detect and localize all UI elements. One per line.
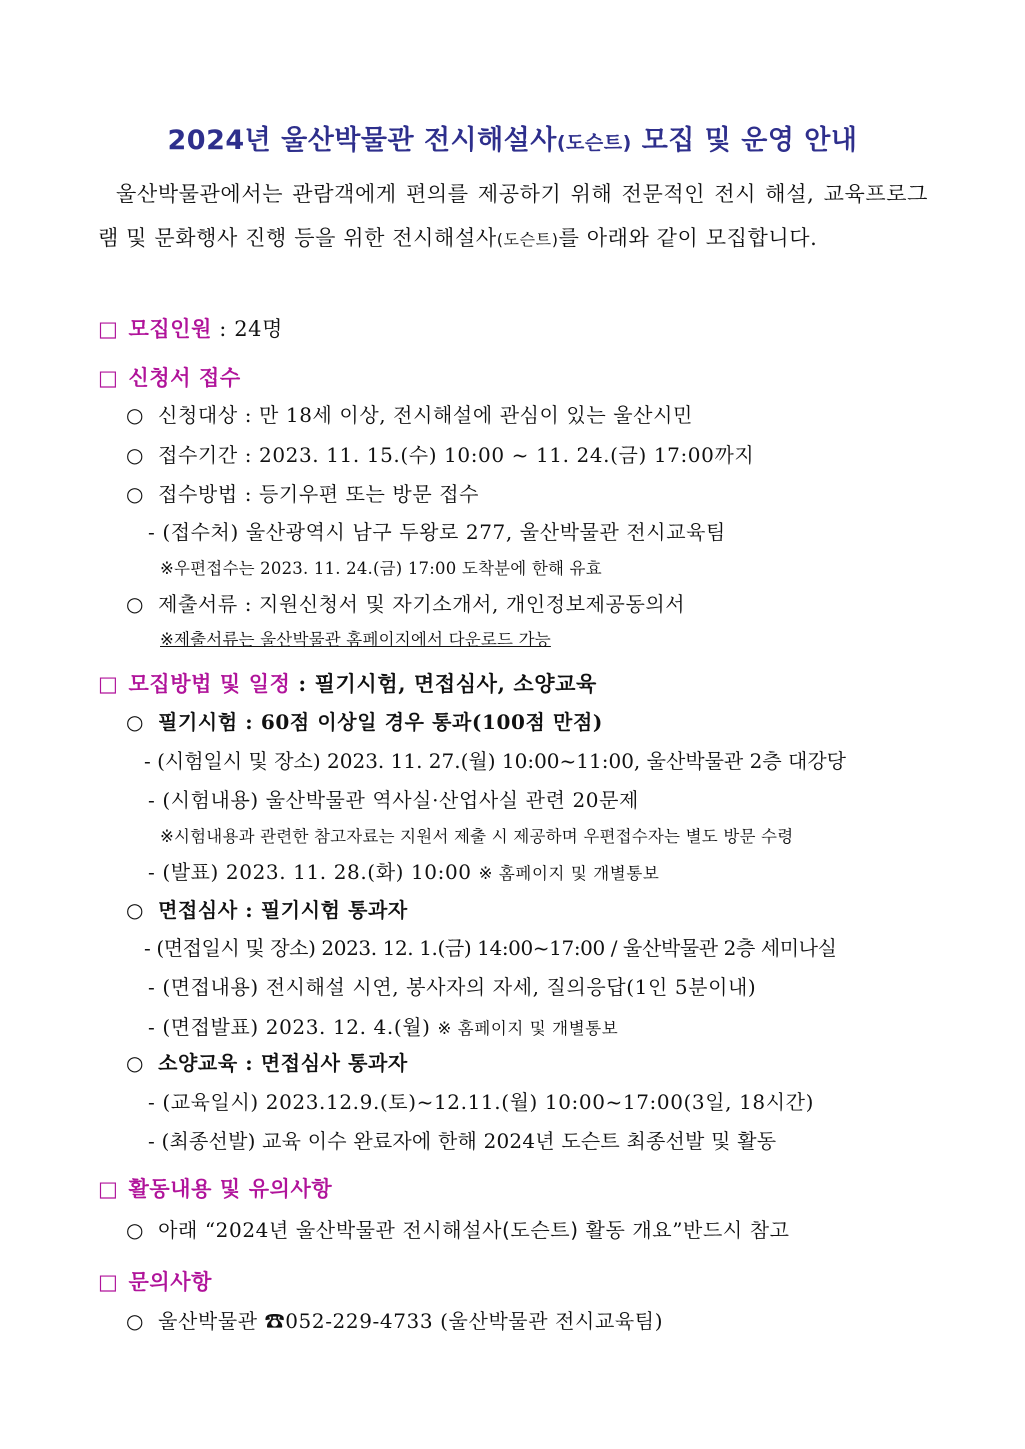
written-result-text: - (발표) 2023. 11. 28.(화) 10:00 [148, 860, 479, 884]
bullet-icon: ○ [126, 1218, 145, 1242]
interview-place-text: - (면접일시 및 장소) 2023. 12. 1.(금) 14:00~17:00 / 울산박물관 2층 세미나실 [144, 936, 837, 960]
section-heading: 문의사항 [128, 1270, 212, 1294]
written-content-text: - (시험내용) 울산박물관 역사실·산업사실 관련 20문제 [148, 788, 639, 812]
contact-line [126, 1306, 663, 1336]
post-note-a: ※우편접수는 [160, 559, 261, 578]
bullet-icon: ○ [126, 898, 145, 922]
post-note [160, 554, 602, 584]
apply-target-text: 신청대상 : 만 18세 이상, 전시해설에 관심이 있는 울산시민 [158, 403, 693, 427]
checkbox-icon: □ [98, 1270, 119, 1294]
activity-ref-title: 울산박물관 전시해설사(도슨트) 활동 개요 [295, 1218, 673, 1242]
recruit-count-value: : 24명 [212, 317, 284, 341]
section-schedule [98, 669, 597, 699]
checkbox-icon: □ [98, 1177, 119, 1201]
written-content [148, 785, 639, 815]
post-note-c: 도착분에 한해 유효 [456, 559, 602, 578]
bullet-icon: ○ [126, 403, 145, 427]
interview-text: 면접심사 : 필기시험 통과자 [158, 898, 408, 922]
activity-reference [126, 1215, 790, 1245]
written-exam-text: 필기시험 : 60점 이상일 경우 통과(100점 만점) [158, 710, 603, 734]
section-heading: 모집방법 및 일정 [128, 672, 291, 696]
bullet-icon: ○ [126, 1309, 145, 1333]
title-text: 2024년 울산박물관 전시해설사 [167, 125, 557, 156]
section-recruit-count [98, 314, 283, 344]
title-suffix: 모집 및 운영 안내 [631, 125, 858, 156]
interview-result [148, 1012, 618, 1044]
interview [126, 895, 408, 925]
interview-result-note: ※ 홈페이지 및 개별통보 [437, 1019, 619, 1038]
training-date-text: - (교육일시) 2023.12.9.(토)~12.11.(월) 10:00~17:00(3일, 18시간) [148, 1090, 814, 1114]
final-selection-text: - (최종선발) 교육 이수 완료자에 한해 2024년 도슨트 최종선발 및 활동 [148, 1129, 777, 1153]
apply-period-text: 접수기간 : 2023. 11. 15.(수) 10:00 ~ 11. 24.(금) 17:00까지 [158, 443, 755, 467]
bullet-icon: ○ [126, 710, 145, 734]
training-text: 소양교육 : 면접심사 통과자 [158, 1051, 408, 1075]
apply-place-text: - (접수처) 울산광역시 남구 두왕로 277, 울산박물관 전시교육팀 [148, 520, 726, 544]
checkbox-icon: □ [98, 366, 119, 390]
section-heading: 신청서 접수 [128, 366, 241, 390]
apply-target [126, 400, 693, 430]
bullet-icon: ○ [126, 443, 145, 467]
interview-content [148, 972, 756, 1002]
apply-method [126, 479, 479, 509]
written-result [148, 857, 659, 889]
section-application [98, 363, 241, 393]
intro-text-1: 울산박물관에서는 관람객에게 편의를 제공하기 위해 전문적인 전시 해설, 교육프로그램 및 문화행사 진행 등을 위한 전시해설사 [98, 182, 928, 250]
bullet-icon: ○ [126, 592, 145, 616]
apply-period [126, 440, 754, 470]
section-contact [98, 1267, 212, 1297]
training-date [148, 1087, 814, 1117]
apply-place [148, 517, 726, 547]
interview-place [144, 933, 837, 963]
apply-docs-text: 제출서류 : 지원신청서 및 자기소개서, 개인정보제공동의서 [158, 592, 686, 616]
bullet-icon: ○ [126, 1051, 145, 1075]
written-note [160, 822, 793, 852]
section-activity [98, 1174, 332, 1204]
schedule-summary: : 필기시험, 면접심사, 소양교육 [290, 671, 597, 696]
intro-docent: (도슨트) [496, 230, 559, 249]
contact-phone-text: 울산박물관 ☎052-229-4733 (울산박물관 전시교육팀) [158, 1309, 664, 1333]
apply-method-text: 접수방법 : 등기우편 또는 방문 접수 [158, 482, 480, 506]
activity-ref-c: ”반드시 참고 [672, 1218, 790, 1242]
written-note-text: ※시험내용과 관련한 참고자료는 지원서 제출 시 제공하며 우편접수자는 별도 방문 수령 [160, 827, 794, 846]
post-note-date: 2023. 11. 24.(금) 17:00 [260, 559, 457, 578]
interview-content-text: - (면접내용) 전시해설 시연, 봉사자의 자세, 질의응답(1인 5분이내) [148, 975, 757, 999]
activity-ref-a: 아래 “2024년 [158, 1218, 296, 1242]
apply-docs [126, 589, 685, 619]
page-title [0, 118, 1025, 157]
docs-note [160, 625, 551, 655]
written-exam [126, 707, 603, 737]
docs-download-note: ※제출서류는 울산박물관 홈페이지에서 다운로드 가능 [160, 630, 551, 649]
section-heading: 활동내용 및 유의사항 [128, 1177, 333, 1201]
written-place-text: - (시험일시 및 장소) 2023. 11. 27.(월) 10:00~11:00, 울산박물관 2층 대강당 [144, 749, 846, 773]
title-docent: (도슨트) [556, 132, 632, 154]
intro-paragraph [98, 172, 928, 262]
training [126, 1048, 408, 1078]
checkbox-icon: □ [98, 317, 119, 341]
final-selection [148, 1126, 776, 1156]
section-heading: 모집인원 [128, 317, 212, 341]
interview-result-text: - (면접발표) 2023. 12. 4.(월) [148, 1015, 438, 1039]
written-place [144, 746, 846, 776]
checkbox-icon: □ [98, 672, 119, 696]
bullet-icon: ○ [126, 482, 145, 506]
written-result-note: ※ 홈페이지 및 개별통보 [478, 864, 660, 883]
intro-text-2: 를 아래와 같이 모집합니다. [558, 226, 818, 250]
